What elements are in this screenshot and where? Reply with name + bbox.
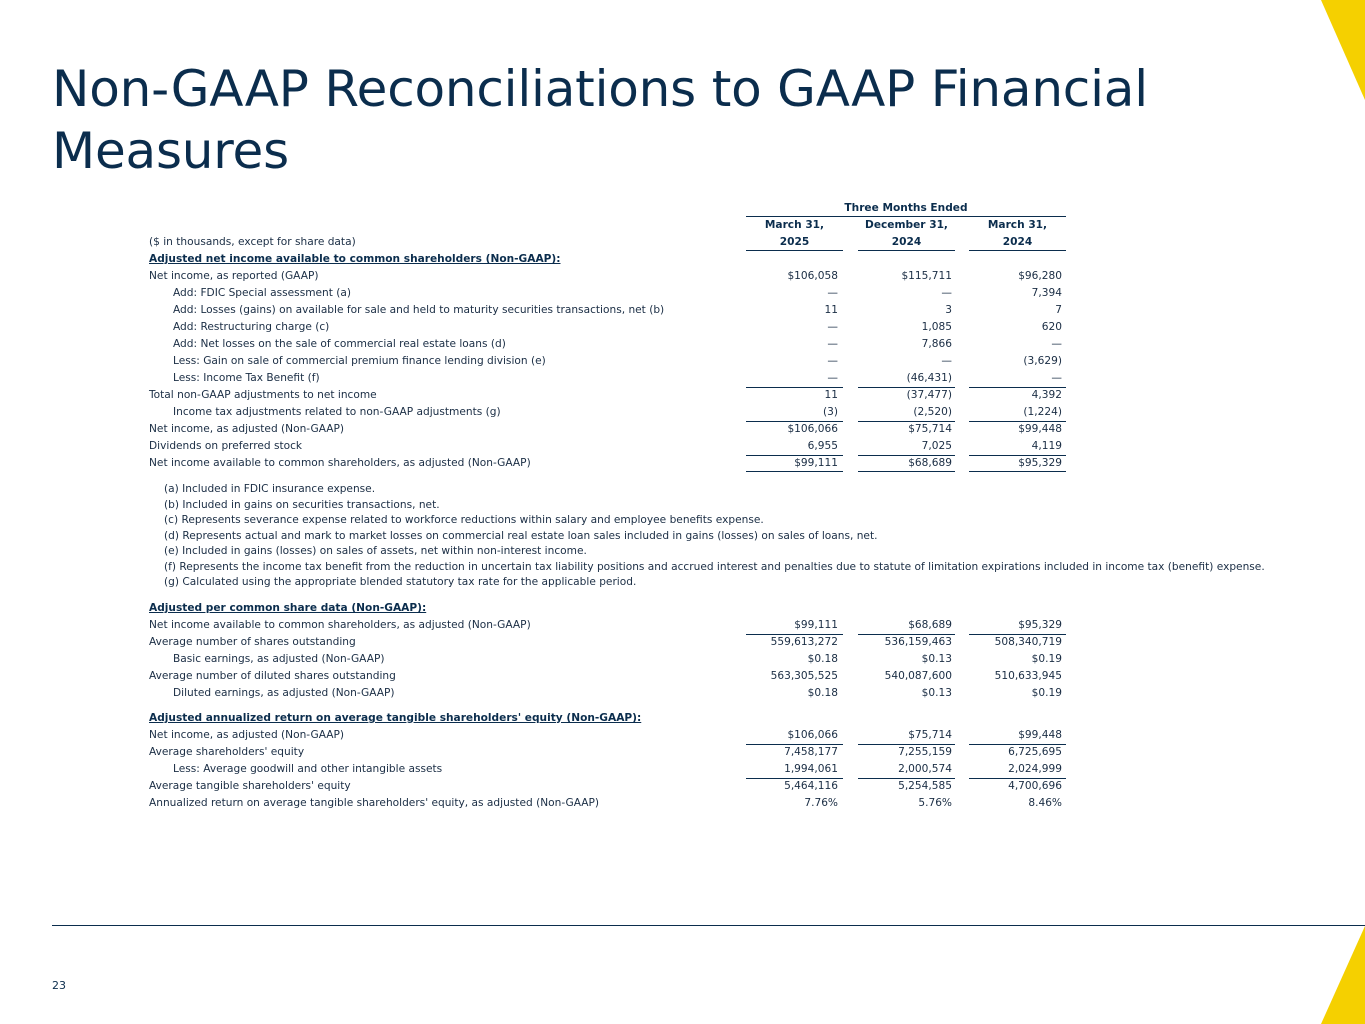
col2-header-underline bbox=[858, 250, 955, 251]
row-label: Net income, as adjusted (Non-GAAP) bbox=[149, 423, 345, 435]
cell-value: — bbox=[827, 355, 838, 367]
cell-value: 2,024,999 bbox=[1008, 763, 1062, 775]
row-label: Basic earnings, as adjusted (Non-GAAP) bbox=[173, 653, 385, 665]
cell-value: 559,613,272 bbox=[770, 636, 838, 648]
cell-value: 5,464,116 bbox=[784, 780, 838, 792]
cell-value: $68,689 bbox=[908, 619, 952, 631]
cell-value: $96,280 bbox=[1018, 270, 1062, 282]
row-label: Add: Losses (gains) on available for sale and held to maturity securities transactions, net (b) bbox=[173, 304, 665, 316]
cell-value: (3,629) bbox=[1023, 355, 1062, 367]
row-label: Average number of diluted shares outstanding bbox=[149, 670, 396, 682]
cell-value: $99,111 bbox=[794, 457, 838, 469]
units-label: ($ in thousands, except for share data) bbox=[149, 236, 356, 248]
cell-value: 536,159,463 bbox=[884, 636, 952, 648]
col1-line1: March 31, bbox=[764, 219, 825, 231]
cell-value: 6,955 bbox=[807, 440, 838, 452]
cell-value: 4,392 bbox=[1031, 389, 1062, 401]
row-label: Add: Net losses on the sale of commercial real estate loans (d) bbox=[173, 338, 506, 350]
cell-value: 7 bbox=[1055, 304, 1062, 316]
cell-value: — bbox=[827, 338, 838, 350]
cell-value: $0.19 bbox=[1031, 687, 1062, 699]
footnote-f: (f) Represents the income tax benefit from the reduction in uncertain tax liability positions and accrued interest and penalties due to statute of limitation expirations included in income tax (benefit) expense. bbox=[164, 560, 1265, 573]
cell-value: 620 bbox=[1041, 321, 1062, 333]
footnotes bbox=[164, 482, 1265, 591]
cell-value: 2,000,574 bbox=[898, 763, 952, 775]
cell-value: — bbox=[1051, 338, 1062, 350]
cell-value: $115,711 bbox=[901, 270, 952, 282]
row-label: Net income, as adjusted (Non-GAAP) bbox=[149, 729, 345, 741]
cell-value: $75,714 bbox=[908, 729, 952, 741]
col1-year: 2025 bbox=[779, 236, 810, 248]
row-label: Net income available to common shareholders, as adjusted (Non-GAAP) bbox=[149, 457, 531, 469]
col2-line1: December 31, bbox=[865, 219, 948, 231]
yellow-slash-bottom-decoration bbox=[1321, 926, 1365, 1024]
footer-divider bbox=[52, 925, 1365, 926]
yellow-slash-top-decoration bbox=[1321, 0, 1365, 100]
cell-value: 1,994,061 bbox=[784, 763, 838, 775]
cell-value: (2,520) bbox=[913, 406, 952, 418]
cell-value: 5,254,585 bbox=[898, 780, 952, 792]
page-title: Non-GAAP Reconciliations to GAAP Financial Measures bbox=[52, 60, 1148, 180]
col1-header-underline bbox=[746, 250, 843, 251]
yellow-slash-bottom-shape bbox=[1321, 926, 1365, 1024]
cell-value: (1,224) bbox=[1023, 406, 1062, 418]
col3-year: 2024 bbox=[1002, 236, 1033, 248]
row-label: Add: Restructuring charge (c) bbox=[173, 321, 330, 333]
section-heading: Adjusted annualized return on average tangible shareholders' equity (Non-GAAP): bbox=[149, 712, 642, 724]
row-label: Net income, as reported (GAAP) bbox=[149, 270, 319, 282]
cell-value: 540,087,600 bbox=[884, 670, 952, 682]
period-label: Three Months Ended bbox=[844, 202, 968, 214]
cell-value: $106,066 bbox=[787, 423, 838, 435]
cell-value: 1,085 bbox=[921, 321, 952, 333]
row-label: Less: Gain on sale of commercial premium finance lending division (e) bbox=[173, 355, 546, 367]
section-heading: Adjusted per common share data (Non-GAAP): bbox=[149, 602, 427, 614]
row-label: Average number of shares outstanding bbox=[149, 636, 356, 648]
cell-value: 7,025 bbox=[921, 440, 952, 452]
row-label: Dividends on preferred stock bbox=[149, 440, 303, 452]
cell-value: 8.46% bbox=[1028, 797, 1062, 809]
cell-value: — bbox=[1051, 372, 1062, 384]
row-label: Annualized return on average tangible shareholders' equity, as adjusted (Non-GAAP) bbox=[149, 797, 600, 809]
cell-value: $0.13 bbox=[921, 653, 952, 665]
cell-value: — bbox=[827, 372, 838, 384]
cell-value: 4,700,696 bbox=[1008, 780, 1062, 792]
row-label: Total non-GAAP adjustments to net income bbox=[149, 389, 377, 401]
cell-value: $95,329 bbox=[1018, 619, 1062, 631]
col2-year: 2024 bbox=[891, 236, 922, 248]
cell-value: 7,255,159 bbox=[898, 746, 952, 758]
cell-value: $75,714 bbox=[908, 423, 952, 435]
cell-value: $99,111 bbox=[794, 619, 838, 631]
cell-value: $106,058 bbox=[787, 270, 838, 282]
row-label: Add: FDIC Special assessment (a) bbox=[173, 287, 352, 299]
cell-value: $0.18 bbox=[807, 653, 838, 665]
footnote-e: (e) Included in gains (losses) on sales of assets, net within non-interest income. bbox=[164, 545, 587, 557]
cell-value: $0.13 bbox=[921, 687, 952, 699]
cell-value: — bbox=[941, 355, 952, 367]
footnote-a: (a) Included in FDIC insurance expense. bbox=[164, 483, 376, 495]
cell-value: — bbox=[827, 287, 838, 299]
cell-value: 7,458,177 bbox=[784, 746, 838, 758]
cell-value: $68,689 bbox=[908, 457, 952, 469]
row-label: Net income available to common shareholders, as adjusted (Non-GAAP) bbox=[149, 619, 531, 631]
cell-value: 4,119 bbox=[1031, 440, 1062, 452]
cell-value: (37,477) bbox=[906, 389, 952, 401]
page-number: 23 bbox=[52, 979, 66, 992]
cell-value: 510,633,945 bbox=[994, 670, 1062, 682]
cell-value: 11 bbox=[824, 304, 838, 316]
yellow-slash-top-shape bbox=[1321, 0, 1365, 100]
cell-value: (3) bbox=[822, 406, 838, 418]
footnote-g: (g) Calculated using the appropriate blended statutory tax rate for the applicable period. bbox=[164, 576, 637, 588]
cell-value: 7,866 bbox=[921, 338, 952, 350]
footnote-c: (c) Represents severance expense related to workforce reductions within salary and employee benefits expense. bbox=[164, 514, 764, 526]
cell-value: 7.76% bbox=[804, 797, 838, 809]
cell-value: 508,340,719 bbox=[994, 636, 1062, 648]
cell-value: $0.18 bbox=[807, 687, 838, 699]
cell-value: $99,448 bbox=[1018, 729, 1062, 741]
cell-value: 5.76% bbox=[918, 797, 952, 809]
footnote-d: (d) Represents actual and mark to market losses on commercial real estate loan sales included in gains (losses) on sales of loans, net. bbox=[164, 529, 878, 542]
cell-value: $99,448 bbox=[1018, 423, 1062, 435]
col3-header-underline bbox=[969, 250, 1066, 251]
cell-value: — bbox=[827, 321, 838, 333]
section-heading: Adjusted net income available to common shareholders (Non-GAAP): bbox=[149, 253, 561, 265]
row-label: Average tangible shareholders' equity bbox=[149, 780, 351, 792]
footnote-b: (b) Included in gains on securities transactions, net. bbox=[164, 498, 440, 511]
row-label: Less: Average goodwill and other intangible assets bbox=[173, 763, 443, 775]
cell-value: (46,431) bbox=[906, 372, 952, 384]
cell-value: $106,066 bbox=[787, 729, 838, 741]
row-label: Average shareholders' equity bbox=[149, 746, 305, 758]
cell-value: 563,305,525 bbox=[770, 670, 838, 682]
col3-line1: March 31, bbox=[987, 219, 1048, 231]
cell-value: 11 bbox=[824, 389, 838, 401]
cell-value: 3 bbox=[945, 304, 952, 316]
row-label: Less: Income Tax Benefit (f) bbox=[173, 372, 320, 384]
cell-value: 6,725,695 bbox=[1008, 746, 1062, 758]
cell-value: $0.19 bbox=[1031, 653, 1062, 665]
row-label: Diluted earnings, as adjusted (Non-GAAP) bbox=[173, 687, 395, 699]
cell-value: — bbox=[941, 287, 952, 299]
cell-value: $95,329 bbox=[1018, 457, 1062, 469]
cell-value: 7,394 bbox=[1031, 287, 1062, 299]
row-label: Income tax adjustments related to non-GAAP adjustments (g) bbox=[173, 406, 501, 418]
